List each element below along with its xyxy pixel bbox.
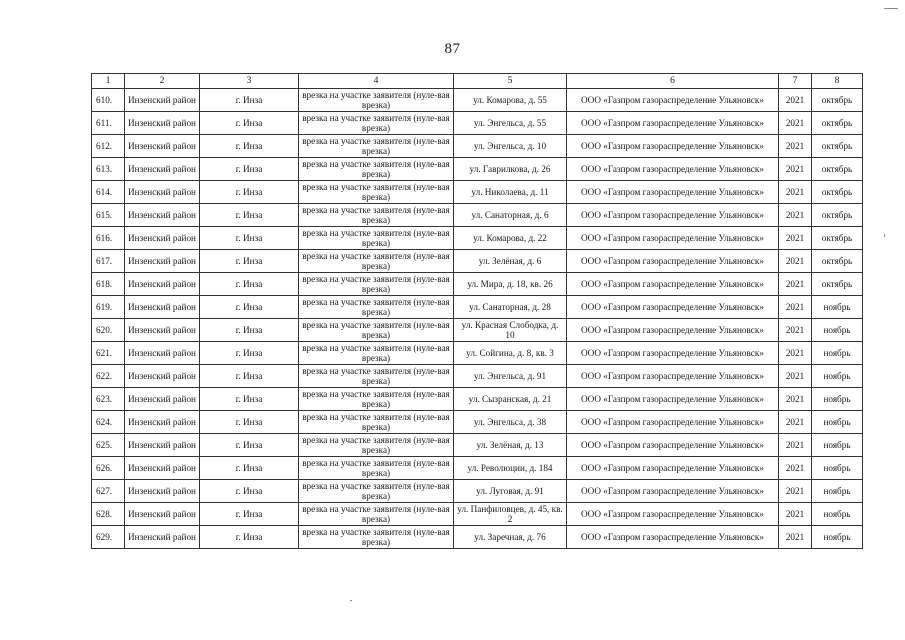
year-cell: 2021 [779, 411, 812, 434]
district-cell: Инзенский район [125, 296, 200, 319]
year-cell: 2021 [779, 296, 812, 319]
table-row [92, 227, 863, 250]
row-number-cell: 610. [92, 89, 125, 112]
district-cell: Инзенский район [125, 135, 200, 158]
table-row [92, 434, 863, 457]
organization-cell: ООО «Газпром газораспределение Ульяновск» [567, 250, 779, 273]
year-cell: 2021 [779, 526, 812, 549]
address-cell: ул. Революции, д. 184 [454, 457, 567, 480]
locality-cell: г. Инза [200, 457, 299, 480]
year-cell: 2021 [779, 181, 812, 204]
row-number-cell: 622. [92, 365, 125, 388]
month-cell: ноябрь [812, 457, 863, 480]
address-cell: ул. Сызранская, д. 21 [454, 388, 567, 411]
work-type-cell: врезка на участке заявителя (нуле-вая врезка) [299, 158, 454, 181]
organization-cell: ООО «Газпром газораспределение Ульяновск» [567, 89, 779, 112]
month-cell: ноябрь [812, 342, 863, 365]
address-cell: ул. Луговая, д. 91 [454, 480, 567, 503]
address-cell: ул. Энгельса, д. 10 [454, 135, 567, 158]
locality-cell: г. Инза [200, 135, 299, 158]
district-cell: Инзенский район [125, 227, 200, 250]
district-cell: Инзенский район [125, 342, 200, 365]
month-cell: октябрь [812, 89, 863, 112]
table-row [92, 250, 863, 273]
table-row [92, 319, 863, 342]
table-row [92, 158, 863, 181]
year-cell: 2021 [779, 250, 812, 273]
organization-cell: ООО «Газпром газораспределение Ульяновск» [567, 181, 779, 204]
organization-cell: ООО «Газпром газораспределение Ульяновск» [567, 204, 779, 227]
month-cell: ноябрь [812, 480, 863, 503]
month-cell: ноябрь [812, 411, 863, 434]
locality-cell: г. Инза [200, 89, 299, 112]
year-cell: 2021 [779, 227, 812, 250]
address-cell: ул. Энгельса, д. 38 [454, 411, 567, 434]
year-cell: 2021 [779, 503, 812, 526]
work-type-cell: врезка на участке заявителя (нуле-вая врезка) [299, 411, 454, 434]
table-row [92, 296, 863, 319]
work-type-cell: врезка на участке заявителя (нуле-вая врезка) [299, 250, 454, 273]
district-cell: Инзенский район [125, 319, 200, 342]
organization-cell: ООО «Газпром газораспределение Ульяновск» [567, 158, 779, 181]
organization-cell: ООО «Газпром газораспределение Ульяновск» [567, 480, 779, 503]
work-type-cell: врезка на участке заявителя (нуле-вая врезка) [299, 319, 454, 342]
address-cell: ул. Комарова, д. 55 [454, 89, 567, 112]
month-cell: октябрь [812, 250, 863, 273]
column-header: 1 [92, 74, 125, 89]
row-number-cell: 620. [92, 319, 125, 342]
work-type-cell: врезка на участке заявителя (нуле-вая врезка) [299, 434, 454, 457]
district-cell: Инзенский район [125, 158, 200, 181]
table-row [92, 112, 863, 135]
table-row [92, 388, 863, 411]
organization-cell: ООО «Газпром газораспределение Ульяновск» [567, 365, 779, 388]
locality-cell: г. Инза [200, 273, 299, 296]
address-cell: ул. Сойгина, д. 8, кв. 3 [454, 342, 567, 365]
table-header [92, 74, 863, 89]
district-cell: Инзенский район [125, 480, 200, 503]
locality-cell: г. Инза [200, 434, 299, 457]
row-number-cell: 611. [92, 112, 125, 135]
locality-cell: г. Инза [200, 319, 299, 342]
column-header: 2 [125, 74, 200, 89]
scan-mark [884, 8, 898, 9]
table-row [92, 204, 863, 227]
row-number-cell: 614. [92, 181, 125, 204]
address-cell: ул. Николаева, д. 11 [454, 181, 567, 204]
year-cell: 2021 [779, 457, 812, 480]
address-cell: ул. Зелёная, д. 6 [454, 250, 567, 273]
locality-cell: г. Инза [200, 480, 299, 503]
organization-cell: ООО «Газпром газораспределение Ульяновск» [567, 457, 779, 480]
organization-cell: ООО «Газпром газораспределение Ульяновск» [567, 112, 779, 135]
table-row [92, 135, 863, 158]
row-number-cell: 612. [92, 135, 125, 158]
locality-cell: г. Инза [200, 158, 299, 181]
address-cell: ул. Зелёная, д. 13 [454, 434, 567, 457]
locality-cell: г. Инза [200, 411, 299, 434]
address-cell: ул. Комарова, д. 22 [454, 227, 567, 250]
address-cell: ул. Красная Слободка, д. 10 [454, 319, 567, 342]
month-cell: ноябрь [812, 526, 863, 549]
column-header: 5 [454, 74, 567, 89]
locality-cell: г. Инза [200, 296, 299, 319]
locality-cell: г. Инза [200, 503, 299, 526]
address-cell: ул. Заречная, д. 76 [454, 526, 567, 549]
address-cell: ул. Санаторная, д. 6 [454, 204, 567, 227]
row-number-cell: 621. [92, 342, 125, 365]
organization-cell: ООО «Газпром газораспределение Ульяновск» [567, 273, 779, 296]
work-type-cell: врезка на участке заявителя (нуле-вая врезка) [299, 135, 454, 158]
row-number-cell: 628. [92, 503, 125, 526]
row-number-cell: 619. [92, 296, 125, 319]
year-cell: 2021 [779, 480, 812, 503]
table-row [92, 273, 863, 296]
work-type-cell: врезка на участке заявителя (нуле-вая врезка) [299, 227, 454, 250]
work-type-cell: врезка на участке заявителя (нуле-вая врезка) [299, 181, 454, 204]
district-cell: Инзенский район [125, 250, 200, 273]
month-cell: ноябрь [812, 388, 863, 411]
column-header: 3 [200, 74, 299, 89]
month-cell: октябрь [812, 112, 863, 135]
table-body [92, 89, 863, 549]
district-cell: Инзенский район [125, 365, 200, 388]
district-cell: Инзенский район [125, 273, 200, 296]
district-cell: Инзенский район [125, 204, 200, 227]
locality-cell: г. Инза [200, 250, 299, 273]
month-cell: ноябрь [812, 434, 863, 457]
page-number: 87 [444, 41, 461, 57]
year-cell: 2021 [779, 204, 812, 227]
table-row [92, 89, 863, 112]
year-cell: 2021 [779, 434, 812, 457]
month-cell: ноябрь [812, 296, 863, 319]
scan-mark [884, 234, 885, 237]
month-cell: октябрь [812, 273, 863, 296]
column-header: 7 [779, 74, 812, 89]
work-type-cell: врезка на участке заявителя (нуле-вая врезка) [299, 296, 454, 319]
year-cell: 2021 [779, 342, 812, 365]
column-header: 8 [812, 74, 863, 89]
work-type-cell: врезка на участке заявителя (нуле-вая врезка) [299, 112, 454, 135]
district-cell: Инзенский район [125, 388, 200, 411]
district-cell: Инзенский район [125, 434, 200, 457]
organization-cell: ООО «Газпром газораспределение Ульяновск» [567, 503, 779, 526]
month-cell: ноябрь [812, 503, 863, 526]
address-cell: ул. Гаврилкова, д. 26 [454, 158, 567, 181]
row-number-cell: 625. [92, 434, 125, 457]
district-cell: Инзенский район [125, 526, 200, 549]
organization-cell: ООО «Газпром газораспределение Ульяновск» [567, 526, 779, 549]
district-cell: Инзенский район [125, 181, 200, 204]
year-cell: 2021 [779, 273, 812, 296]
locality-cell: г. Инза [200, 342, 299, 365]
locality-cell: г. Инза [200, 365, 299, 388]
column-header: 4 [299, 74, 454, 89]
year-cell: 2021 [779, 388, 812, 411]
year-cell: 2021 [779, 319, 812, 342]
year-cell: 2021 [779, 158, 812, 181]
locality-cell: г. Инза [200, 227, 299, 250]
table-row [92, 342, 863, 365]
table-row [92, 411, 863, 434]
month-cell: октябрь [812, 158, 863, 181]
work-type-cell: врезка на участке заявителя (нуле-вая врезка) [299, 365, 454, 388]
work-type-cell: врезка на участке заявителя (нуле-вая врезка) [299, 457, 454, 480]
district-cell: Инзенский район [125, 411, 200, 434]
year-cell: 2021 [779, 365, 812, 388]
row-number-cell: 626. [92, 457, 125, 480]
district-cell: Инзенский район [125, 89, 200, 112]
month-cell: октябрь [812, 181, 863, 204]
row-number-cell: 627. [92, 480, 125, 503]
year-cell: 2021 [779, 89, 812, 112]
district-cell: Инзенский район [125, 457, 200, 480]
month-cell: октябрь [812, 135, 863, 158]
row-number-cell: 629. [92, 526, 125, 549]
row-number-cell: 624. [92, 411, 125, 434]
organization-cell: ООО «Газпром газораспределение Ульяновск» [567, 319, 779, 342]
work-type-cell: врезка на участке заявителя (нуле-вая врезка) [299, 273, 454, 296]
year-cell: 2021 [779, 112, 812, 135]
month-cell: ноябрь [812, 365, 863, 388]
address-cell: ул. Мира, д. 18, кв. 26 [454, 273, 567, 296]
scan-mark [350, 600, 352, 601]
work-type-cell: врезка на участке заявителя (нуле-вая врезка) [299, 342, 454, 365]
table-row [92, 365, 863, 388]
table-row [92, 457, 863, 480]
month-cell: ноябрь [812, 319, 863, 342]
work-type-cell: врезка на участке заявителя (нуле-вая врезка) [299, 503, 454, 526]
district-cell: Инзенский район [125, 503, 200, 526]
work-type-cell: врезка на участке заявителя (нуле-вая врезка) [299, 480, 454, 503]
month-cell: октябрь [812, 204, 863, 227]
row-number-cell: 615. [92, 204, 125, 227]
locality-cell: г. Инза [200, 388, 299, 411]
column-header: 6 [567, 74, 779, 89]
work-type-cell: врезка на участке заявителя (нуле-вая врезка) [299, 388, 454, 411]
organization-cell: ООО «Газпром газораспределение Ульяновск» [567, 135, 779, 158]
row-number-cell: 623. [92, 388, 125, 411]
district-cell: Инзенский район [125, 112, 200, 135]
address-cell: ул. Энгельса, д. 91 [454, 365, 567, 388]
table-row [92, 526, 863, 549]
organization-cell: ООО «Газпром газораспределение Ульяновск» [567, 411, 779, 434]
month-cell: октябрь [812, 227, 863, 250]
locality-cell: г. Инза [200, 112, 299, 135]
locality-cell: г. Инза [200, 204, 299, 227]
address-cell: ул. Энгельса, д. 55 [454, 112, 567, 135]
table-row [92, 181, 863, 204]
organization-cell: ООО «Газпром газораспределение Ульяновск» [567, 434, 779, 457]
row-number-cell: 613. [92, 158, 125, 181]
row-number-cell: 617. [92, 250, 125, 273]
organization-cell: ООО «Газпром газораспределение Ульяновск» [567, 342, 779, 365]
work-type-cell: врезка на участке заявителя (нуле-вая врезка) [299, 526, 454, 549]
schedule-table [91, 73, 863, 549]
year-cell: 2021 [779, 135, 812, 158]
organization-cell: ООО «Газпром газораспределение Ульяновск» [567, 227, 779, 250]
organization-cell: ООО «Газпром газораспределение Ульяновск» [567, 296, 779, 319]
table-row [92, 503, 863, 526]
address-cell: ул. Панфиловцев, д. 45, кв. 2 [454, 503, 567, 526]
work-type-cell: врезка на участке заявителя (нуле-вая врезка) [299, 204, 454, 227]
organization-cell: ООО «Газпром газораспределение Ульяновск» [567, 388, 779, 411]
table-row [92, 480, 863, 503]
row-number-cell: 618. [92, 273, 125, 296]
address-cell: ул. Санаторная, д. 28 [454, 296, 567, 319]
work-type-cell: врезка на участке заявителя (нуле-вая врезка) [299, 89, 454, 112]
header-row [92, 74, 863, 89]
locality-cell: г. Инза [200, 181, 299, 204]
row-number-cell: 616. [92, 227, 125, 250]
locality-cell: г. Инза [200, 526, 299, 549]
